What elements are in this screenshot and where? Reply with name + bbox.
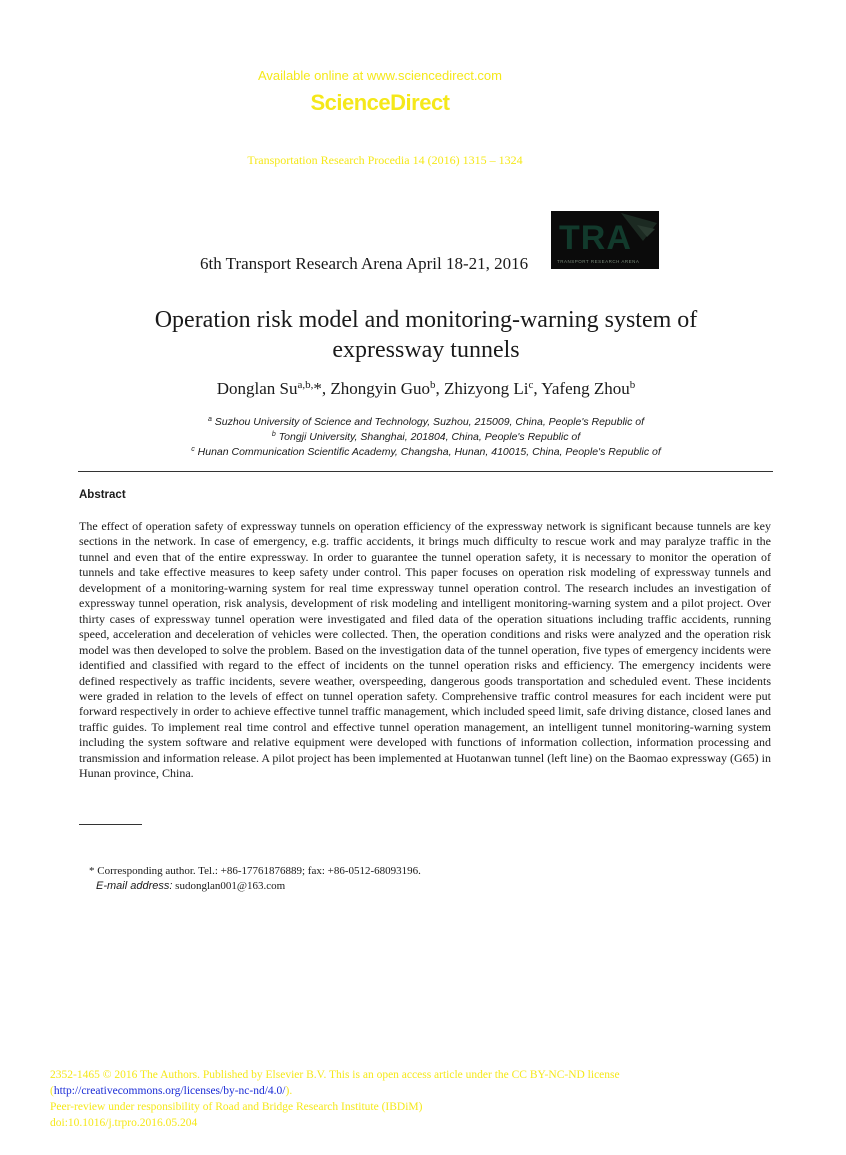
author-affil-mark: b (430, 379, 436, 391)
author-affil-mark: c (528, 379, 534, 391)
header-divider (78, 471, 773, 472)
doi-line[interactable]: doi:10.1016/j.trpro.2016.05.204 (50, 1117, 198, 1129)
author-name: Zhongyin Guo (330, 379, 431, 398)
footnote-divider (79, 824, 142, 825)
tra-logo (551, 211, 659, 269)
paper-title (60, 305, 792, 365)
author-separator: *, (313, 379, 331, 398)
license-close: ). (285, 1085, 293, 1097)
email-note (96, 880, 285, 892)
author-list (0, 379, 846, 399)
email-label: E-mail address: (96, 880, 173, 892)
journal-reference: Transportation Research Procedia 14 (2016) 1315 – 1324 (247, 153, 523, 167)
author-name: Zhizyong Li (444, 379, 529, 398)
tra-logo-subtext: TRANSPORT RESEARCH ARENA (557, 259, 640, 264)
peer-review-line: Peer-review under responsibility of Road and Bridge Research Institute (IBDiM) (50, 1101, 423, 1113)
abstract-text: The effect of operation safety of expressway tunnels on operation efficiency of the expressway network is significant because tunnels are key sections in the network. In case of emergency, e.g. traffic accidents, it brings much difficulty to rescue work and may paralyze traffic in the tunnel and even that of the entire expressway. In order to guarantee the tunnel operation safety, it is necessary to monitor the operation of tunnels and take effective measures to keep safety under control. This paper focuses on operation risk modeling of expressway tunnels and development of a monitoring-warning system for real time expressway tunnel operation control. The research includes an investigation of expressway tunnel operation, risk analysis, development of risk modeling and intelligent monitoring-warning system and a pilot project. Over thirty cases of expressway tunnel operation were investigated and filed data of the operation situations including traffic accidents, running speed, acceleration and deceleration of vehicles were collected. Then, the operation conditions and risks were analyzed and the operation risk model was then developed to solve the problem. Based on the investigation data of the tunnel operation, five types of emergency incidents were identified and classified with regard to the effect of incidents on the tunnel operation risks and efficiency. The emergency incidents were defined respectively as traffic incidents, severe weather, overspeeding, dangerous goods transportation and scheduled event. These incidents were graded in relation to the levels of effect on tunnel operation safety. Comprehensive traffic control measures for each incident were put forward respectively in order to achieve effective tunnel traffic management, which included speed limit, safe driving distance, closed lanes and traffic guides. To implement real time control and effective tunnel operation management, an intelligent tunnel monitoring-warning system including the system software and relative equipment were developed with functions of information collection, information processing and transmission and information release. A pilot project has been implemented at Huotanwan tunnel (left line) on the Baomao expressway (G65) in Hunan province, China. (79, 519, 771, 781)
affiliation-text: Tongji University, Shanghai, 201804, China, People's Republic of (278, 431, 581, 443)
author-separator: , (435, 379, 445, 398)
author-separator: , (533, 379, 542, 398)
affiliation-a (0, 416, 846, 428)
available-online-text: Available online at www.sciencedirect.com (258, 68, 502, 83)
author-affil-mark: a,b, (297, 379, 314, 391)
corresponding-author-note: * Corresponding author. Tel.: +86-17761876889; fax: +86-0512-68093196. (89, 865, 421, 877)
affiliation-b (0, 431, 846, 443)
affiliation-mark: b (271, 431, 276, 438)
author-name: Donglan Su (216, 379, 298, 398)
tra-logo-text: TRA (559, 219, 632, 257)
author-affil-mark: b (629, 379, 636, 391)
sciencedirect-logo: ScienceDirect (310, 90, 450, 115)
conference-name: 6th Transport Research Arena April 18-21, 2016 (200, 254, 529, 273)
affiliation-text: Hunan Communication Scientific Academy, Changsha, Hunan, 410015, China, People's Republic of (197, 446, 661, 458)
abstract-heading: Abstract (79, 489, 126, 501)
affiliation-text: Suzhou University of Science and Technology, Suzhou, 215009, China, People's Republic of (214, 416, 645, 428)
license-open: ( (50, 1085, 54, 1097)
affiliation-mark: c (191, 446, 195, 453)
license-link[interactable]: http://creativecommons.org/licenses/by-nc-nd/4.0/ (53, 1085, 286, 1097)
paper-title-line2: expressway tunnels (332, 337, 520, 363)
license-line (50, 1085, 292, 1097)
paper-title-line1: Operation risk model and monitoring-warning system of (154, 307, 698, 333)
affiliation-c (0, 446, 846, 458)
author-name: Yafeng Zhou (541, 379, 630, 398)
email-address[interactable]: sudonglan001@163.com (172, 880, 286, 892)
copyright-line: 2352-1465 © 2016 The Authors. Published by Elsevier B.V. This is an open access article under the CC BY-NC-ND license (50, 1069, 620, 1081)
affiliation-mark: a (207, 416, 212, 423)
